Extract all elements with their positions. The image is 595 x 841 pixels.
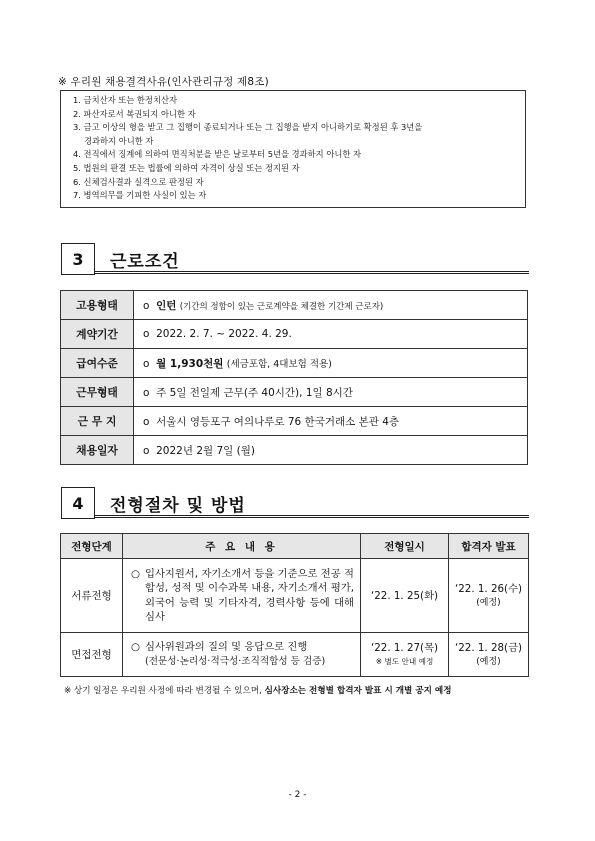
bullet: o: [143, 386, 150, 399]
condition-label: 고용형태: [61, 291, 134, 320]
content-text: 심사위원과의 질의 및 응답으로 진행: [145, 641, 308, 653]
condition-label: 근 무 지: [61, 407, 134, 436]
table-row: [61, 349, 528, 378]
disqualification-item: 7. 병역의무를 기피한 사실이 있는 자: [73, 190, 207, 201]
disqualification-item: 6. 신체검사결과 실격으로 판정된 자: [73, 176, 204, 187]
disqualification-item: 3. 금고 이상의 형을 받고 그 집행이 종료되거나 또는 그 집행을 받지 아니하기로 확정된 후 3년을: [73, 122, 423, 133]
condition-value: [134, 436, 528, 465]
disqualification-item: 5. 법원의 판결 또는 법률에 의하여 자격이 상실 또는 정지된 자: [73, 162, 300, 173]
bullet: o: [143, 299, 150, 312]
table-row: [61, 291, 528, 320]
table-row: [61, 436, 528, 465]
date-note: ※ 별도 안내 예정: [375, 656, 434, 666]
condition-strong: 인턴: [156, 299, 177, 312]
stage-cell: 서류전형: [61, 559, 123, 633]
table-row: [61, 407, 528, 436]
condition-value: [134, 291, 528, 320]
condition-label: 근무형태: [61, 378, 134, 407]
disqualification-item: 경과하지 아니한 자: [84, 135, 154, 146]
condition-value: [134, 320, 528, 349]
date-cell: [361, 633, 449, 677]
table-row: [61, 320, 528, 349]
bullet: ○: [131, 641, 140, 653]
procedure-table: [60, 533, 529, 677]
disqualification-box: [60, 90, 526, 208]
page-number: - 2 -: [288, 790, 307, 800]
disqualification-item: 4. 전직에서 징계에 의하여 면직처분을 받은 날로부터 5년을 경과하지 아니한 자: [73, 149, 362, 160]
column-header: 전형일시: [361, 534, 449, 559]
condition-strong: 월 1,930천원: [156, 357, 224, 370]
condition-value: [134, 378, 528, 407]
condition-rest: (세금포함, 4대보험 적용): [226, 358, 332, 370]
disqualification-item: 1. 금치산자 또는 한정치산자: [73, 95, 177, 105]
result-note: (예정): [476, 656, 501, 667]
result-cell: [449, 559, 529, 633]
content-sub: (전문성·논리성·적극성·조직적합성 등 검증): [145, 655, 326, 667]
condition-rest: 주 5일 전일제 근무(주 40시간), 1일 8시간: [156, 386, 353, 399]
section3-underline: [95, 271, 529, 274]
condition-value: [134, 407, 528, 436]
section3-number: 3: [61, 243, 95, 275]
schedule-footnote: [64, 684, 534, 698]
condition-label: 계약기간: [61, 320, 134, 349]
condition-rest: (기간의 정함이 있는 근로계약을 체결한 기간제 근로자): [179, 301, 384, 312]
section3-title: 근로조건: [110, 252, 180, 272]
column-header: 주 요 내 용: [123, 534, 361, 559]
bullet: o: [143, 444, 150, 457]
result-date: ‘22. 1. 26(수): [454, 582, 523, 595]
footnote-emphasis: 심사장소는 전형별 합격자 발표 시 개별 공지 예정: [264, 686, 452, 696]
disqualification-item: 2. 파산자로서 복권되지 아니한 자: [73, 108, 196, 119]
result-cell: [449, 633, 529, 677]
condition-value: [134, 349, 528, 378]
section4-number: 4: [61, 487, 95, 519]
bullet: o: [143, 415, 150, 428]
bullet: ○: [131, 567, 140, 580]
condition-label: 급여수준: [61, 349, 134, 378]
content-cell: [123, 633, 361, 677]
stage-cell: 면접전형: [61, 633, 123, 677]
section4-title: 전형절차 및 방법: [110, 496, 246, 516]
condition-rest: 서울시 영등포구 여의나루로 76 한국거래소 본관 4층: [156, 415, 400, 428]
condition-rest: 2022년 2월 7일 (월): [156, 444, 255, 457]
result-note: (예정): [476, 597, 501, 608]
bullet: o: [143, 328, 150, 340]
screening-date: ‘22. 1. 27(목): [370, 641, 439, 654]
table-header-row: [61, 534, 529, 559]
condition-rest: 2022. 2. 7. ~ 2022. 4. 29.: [156, 328, 292, 340]
table-row: [61, 633, 529, 677]
column-header: 합격자 발표: [449, 534, 529, 559]
table-row: [61, 559, 529, 633]
date-cell: [361, 559, 449, 633]
table-row: [61, 378, 528, 407]
column-header: 전형단계: [61, 534, 123, 559]
condition-label: 채용일자: [61, 436, 134, 465]
content-cell: [123, 559, 361, 633]
result-date: ‘22. 1. 28(금): [454, 641, 523, 654]
content-text: 입사지원서, 자기소개서 등을 기준으로 전공 적합성, 성적 및 이수과목 내용, 자기소개서 평가, 외국어 능력 및 기타자격, 경력사항 등에 대해 심사: [145, 567, 354, 623]
bullet: o: [143, 357, 150, 370]
conditions-table: [60, 290, 528, 465]
disqualification-title: ※ 우리원 채용결격사유(인사관리규정 제8조): [58, 76, 269, 88]
section4-underline: [95, 515, 529, 518]
screening-date: ‘22. 1. 25(화): [370, 589, 439, 602]
footnote-text: ※ 상기 일정은 우리원 사정에 따라 변경될 수 있으며,: [64, 686, 265, 696]
